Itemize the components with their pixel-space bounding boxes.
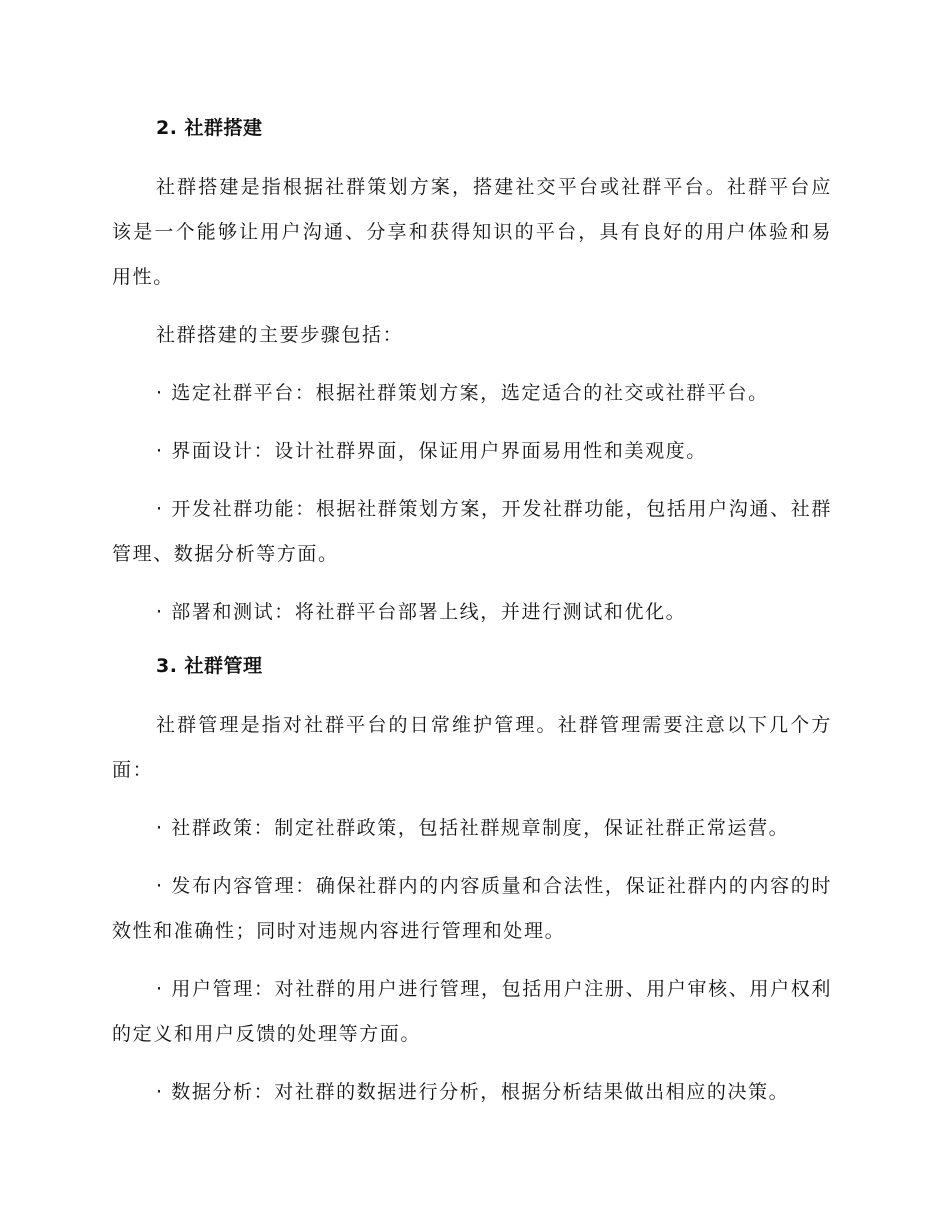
- document-body: [112, 110, 832, 1128]
- section-heading-community-management: 3. 社群管理: [156, 655, 263, 677]
- paragraph-community-building-steps-intro: 社群搭建的主要步骤包括：: [156, 324, 404, 346]
- list-item-data-analysis: · 数据分析：对社群的数据进行分析，根据分析结果做出相应的决策。: [156, 1081, 790, 1103]
- list-item-select-platform: · 选定社群平台：根据社群策划方案，选定适合的社交或社群平台。: [156, 382, 769, 404]
- list-item-community-policy: · 社群政策：制定社群政策，包括社群规章制度，保证社群正常运营。: [156, 817, 790, 839]
- list-item-deploy-and-test: · 部署和测试：将社群平台部署上线，并进行测试和优化。: [156, 601, 687, 623]
- list-item-user-management: · 用户管理：对社群的用户进行管理，包括用户注册、用户审核、用户权利的定义和用户反馈的处理等方面。: [112, 978, 832, 1045]
- section-heading-community-building: 2. 社群搭建: [156, 117, 263, 139]
- list-item-interface-design: · 界面设计：设计社群界面，保证用户界面易用性和美观度。: [156, 440, 707, 462]
- list-item-develop-features: · 开发社群功能：根据社群策划方案，开发社群功能，包括用户沟通、社群管理、数据分析等方面。: [112, 498, 832, 565]
- list-item-content-management: · 发布内容管理：确保社群内的内容质量和合法性，保证社群内的内容的时效性和准确性；同时对违规内容进行管理和处理。: [112, 875, 832, 942]
- paragraph-community-building-definition: 社群搭建是指根据社群策划方案，搭建社交平台或社群平台。社群平台应该是一个能够让用户沟通、分享和获得知识的平台，具有良好的用户体验和易用性。: [112, 176, 832, 288]
- paragraph-community-management-definition: 社群管理是指对社群平台的日常维护管理。社群管理需要注意以下几个方面：: [112, 714, 832, 781]
